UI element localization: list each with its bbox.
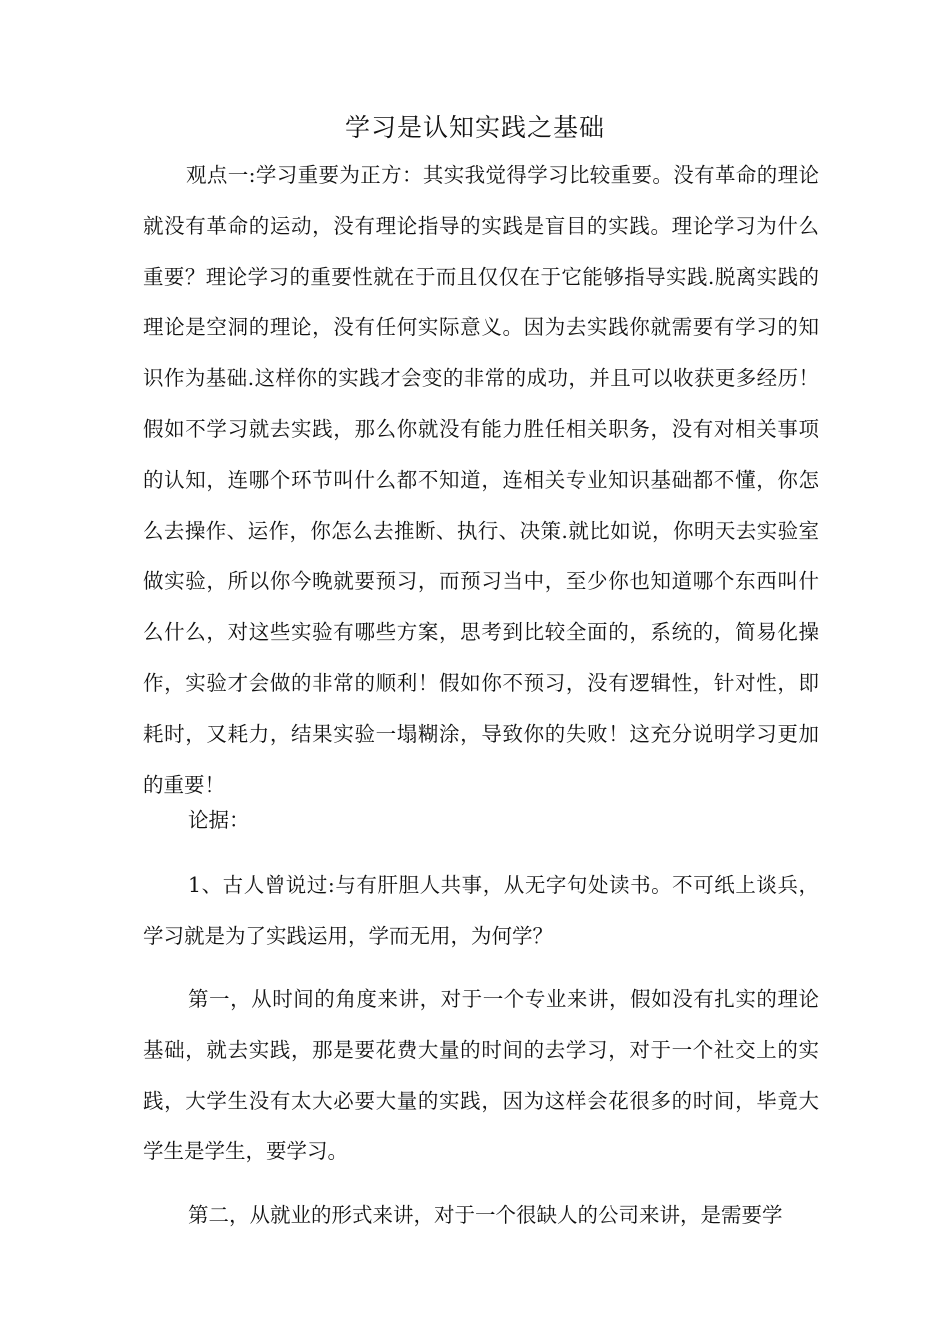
paragraph-point-second: 第二，从就业的形式来讲，对于一个很缺人的公司来讲，是需要学 <box>188 1203 783 1227</box>
document-title: 学习是认知实践之基础 <box>344 113 605 142</box>
paragraph-arguments-heading: 论据： <box>188 808 250 832</box>
paragraph-point-first: 第一，从时间的角度来讲，对于一个专业来讲，假如没有扎实的理论基础，就去实践，那是要花费大量的时间的去学习，对于一个社交上的实践，大学生没有太大必要大量的实践，因为这样会花很多的时间，毕竟大学生是学生，要学习。 <box>143 987 819 1164</box>
paragraph-viewpoint-one: 观点一:学习重要为正方：其实我觉得学习比较重要。没有革命的理论就没有革命的运动，没有理论指导的实践是盲目的实践。理论学习为什么重要？理论学习的重要性就在于而且仅仅在于它能够指导实践.脱离实践的理论是空洞的理论，没有任何实际意义。因为去实践你就需要有学习的知识作为基础.这样你的实践才会变的非常的成功，并且可以收获更多经历！假如不学习就去实践，那么你就没有能力胜任相关职务，没有对相关事项的认知，连哪个环节叫什么都不知道，连相关专业知识基础都不懂，你怎么去操作、运作，你怎么去推断、执行、决策.就比如说，你明天去实验室做实验，所以你今晚就要预习，而预习当中，至少你也知道哪个东西叫什么什么，对这些实验有哪些方案，思考到比较全面的，系统的，简易化操作，实验才会做的非常的顺利！假如你不预习，没有逻辑性，针对性，即耗时，又耗力，结果实验一塌糊涂，导致你的失败！这充分说明学习更加的重要！ <box>143 163 819 797</box>
paragraph-argument-one: 1、古人曾说过:与有肝胆人共事，从无字句处读书。不可纸上谈兵，学习就是为了实践运用，学而无用，为何学？ <box>143 873 819 948</box>
